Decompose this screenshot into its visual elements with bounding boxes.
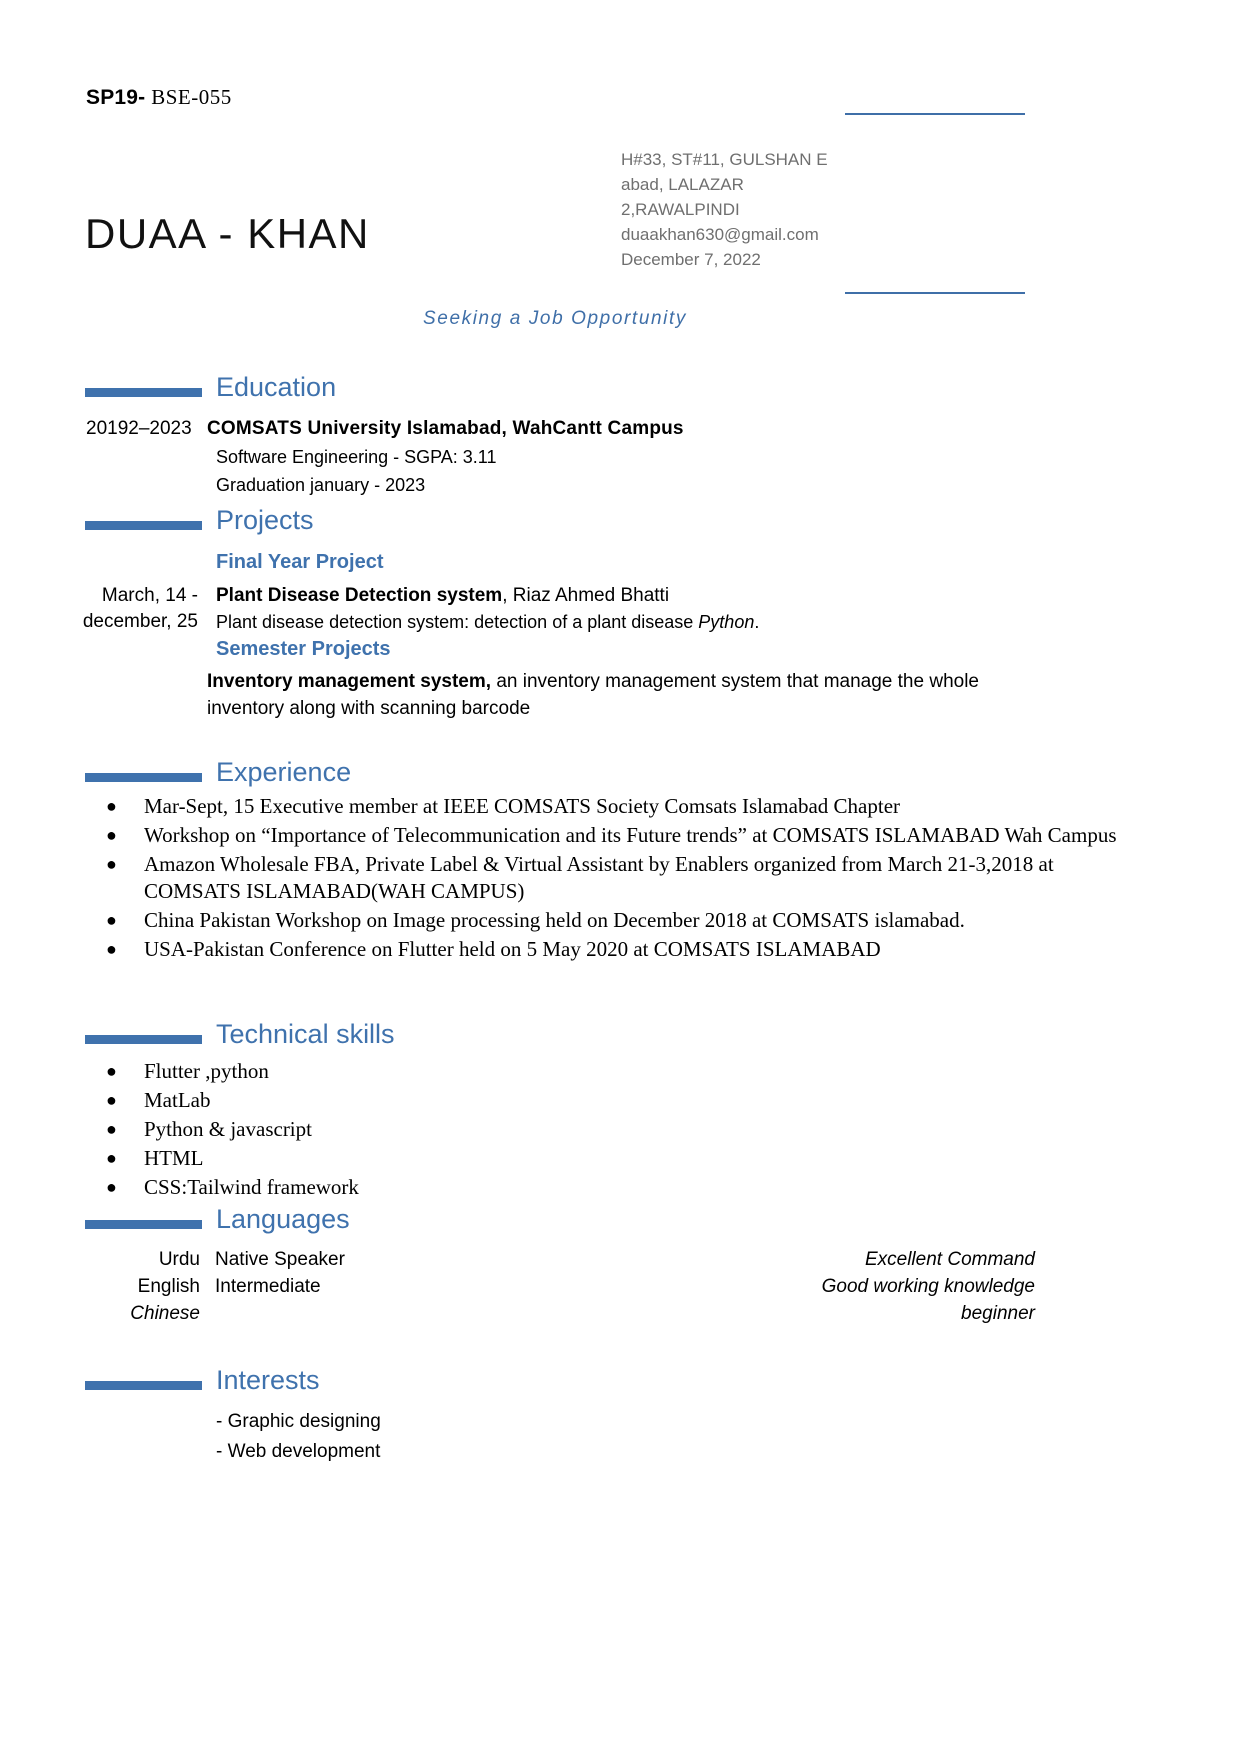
education-detail-degree: Software Engineering - SGPA: 3.11 — [216, 447, 497, 467]
fyp-description-text: Plant disease detection system: detection of a plant disease — [216, 612, 699, 632]
list-item — [88, 1174, 1148, 1201]
language-row — [0, 1249, 1035, 1277]
header-rule-top — [845, 113, 1025, 115]
page-title: DUAA - KHAN — [85, 210, 370, 257]
language-row — [0, 1303, 1035, 1331]
language-name: English — [137, 1276, 200, 1297]
semester-project-title: Inventory management system, — [207, 671, 492, 692]
contact-line-address-1: H#33, ST#11, GULSHAN E — [621, 150, 828, 169]
section-title-technical-skills: Technical skills — [216, 1019, 395, 1049]
skill-item-text: MatLab — [144, 1088, 211, 1112]
bullet-icon: ● — [106, 1061, 117, 1081]
fyp-title-line — [216, 585, 669, 607]
fyp-technology: Python — [698, 612, 755, 632]
experience-item-text: Workshop on “Importance of Telecommunication and its Future trends” at COMSATS ISLAMABAD Wah Campus — [144, 823, 1117, 847]
fyp-title: Plant Disease Detection system — [216, 585, 503, 606]
list-item — [88, 1058, 1148, 1085]
list-item — [88, 1116, 1148, 1143]
fyp-description — [216, 612, 759, 633]
fyp-date-line-2: december, 25 — [82, 611, 198, 632]
semester-project-entry — [207, 668, 1017, 722]
contact-line-address-3: 2,RAWALPINDI — [621, 200, 740, 219]
subsection-final-year-project: Final Year Project — [216, 551, 384, 573]
section-languages — [0, 1204, 1241, 1244]
skill-item-text: Python & javascript — [144, 1117, 312, 1141]
section-title-education: Education — [216, 372, 337, 402]
experience-list — [88, 793, 1148, 965]
section-bar-interests — [85, 1381, 202, 1390]
bullet-icon: ● — [106, 910, 117, 930]
semester-project-description: an inventory management system that manage the whole inventory along with scanning barcode — [207, 671, 979, 719]
section-technical-skills — [0, 1019, 1241, 1059]
list-item — [88, 851, 1148, 905]
header-rule-bottom — [845, 292, 1025, 294]
contact-block — [621, 147, 921, 272]
section-bar-technical-skills — [85, 1035, 202, 1044]
skill-item-text: CSS:Tailwind framework — [144, 1175, 359, 1199]
language-name: Chinese — [130, 1303, 200, 1324]
interest-item: - Graphic designing — [216, 1411, 381, 1432]
section-title-interests: Interests — [216, 1365, 320, 1395]
contact-email: duaakhan630@gmail.com — [621, 225, 819, 244]
bullet-icon: ● — [106, 1177, 117, 1197]
fyp-date-line-1: March, 14 - — [101, 585, 198, 606]
fyp-supervisor: , Riaz Ahmed Bhatti — [502, 585, 670, 606]
experience-item-text: USA-Pakistan Conference on Flutter held on 5 May 2020 at COMSATS ISLAMABAD — [144, 937, 881, 961]
section-projects — [0, 505, 1241, 545]
skill-item-text: HTML — [144, 1146, 204, 1170]
section-bar-experience — [85, 773, 202, 782]
subsection-semester-projects: Semester Projects — [216, 638, 391, 660]
fyp-description-period: . — [754, 612, 760, 632]
list-item — [88, 1087, 1148, 1114]
section-title-projects: Projects — [216, 505, 314, 535]
bullet-icon: ● — [106, 796, 117, 816]
bullet-icon: ● — [106, 825, 117, 845]
language-command: Good working knowledge — [821, 1276, 1035, 1297]
list-item — [88, 1145, 1148, 1172]
section-interests — [0, 1365, 1241, 1405]
bullet-icon: ● — [106, 1090, 117, 1110]
education-school: COMSATS University Islamabad, WahCantt Campus — [207, 418, 684, 439]
experience-item-text: Amazon Wholesale FBA, Private Label & Virtual Assistant by Enablers organized from March 21-3,2018 at COMSATS ISLAMABAD(WAH CAMPUS) — [144, 852, 1054, 903]
section-bar-projects — [85, 521, 202, 530]
list-item — [88, 822, 1148, 849]
list-item — [88, 793, 1148, 820]
language-row — [0, 1276, 1035, 1304]
language-name: Urdu — [158, 1249, 200, 1270]
bullet-icon: ● — [106, 1148, 117, 1168]
bullet-icon: ● — [106, 939, 117, 959]
list-item — [88, 907, 1148, 934]
experience-item-text: Mar-Sept, 15 Executive member at IEEE COMSATS Society Comsats Islamabad Chapter — [144, 794, 901, 818]
experience-item-text: China Pakistan Workshop on Image processing held on December 2018 at COMSATS islamabad. — [144, 908, 965, 932]
technical-skills-list — [88, 1058, 1148, 1203]
section-bar-languages — [85, 1220, 202, 1229]
language-command: Excellent Command — [864, 1249, 1035, 1270]
bullet-icon: ● — [106, 1119, 117, 1139]
interest-item: - Web development — [216, 1441, 381, 1462]
section-bar-education — [85, 388, 202, 397]
education-date: 20192–2023 — [86, 418, 192, 439]
registration-id — [86, 85, 232, 110]
contact-line-address-2: abad, LALAZAR — [621, 175, 744, 194]
education-detail-graduation: Graduation january - 2023 — [216, 475, 426, 495]
contact-date: December 7, 2022 — [621, 250, 761, 269]
section-title-experience: Experience — [216, 757, 352, 787]
language-command: beginner — [961, 1303, 1035, 1324]
skill-item-text: Flutter ,python — [144, 1059, 269, 1083]
language-level: Native Speaker — [215, 1249, 345, 1270]
section-title-languages: Languages — [216, 1204, 350, 1234]
registration-id-suffix: BSE-055 — [151, 85, 232, 109]
list-item — [88, 936, 1148, 963]
section-education — [0, 372, 1241, 412]
bullet-icon: ● — [106, 854, 117, 874]
section-experience — [0, 757, 1241, 797]
objective-tagline: Seeking a Job Opportunity — [423, 308, 687, 329]
registration-id-prefix: SP19- — [86, 86, 146, 109]
language-level: Intermediate — [215, 1276, 321, 1297]
